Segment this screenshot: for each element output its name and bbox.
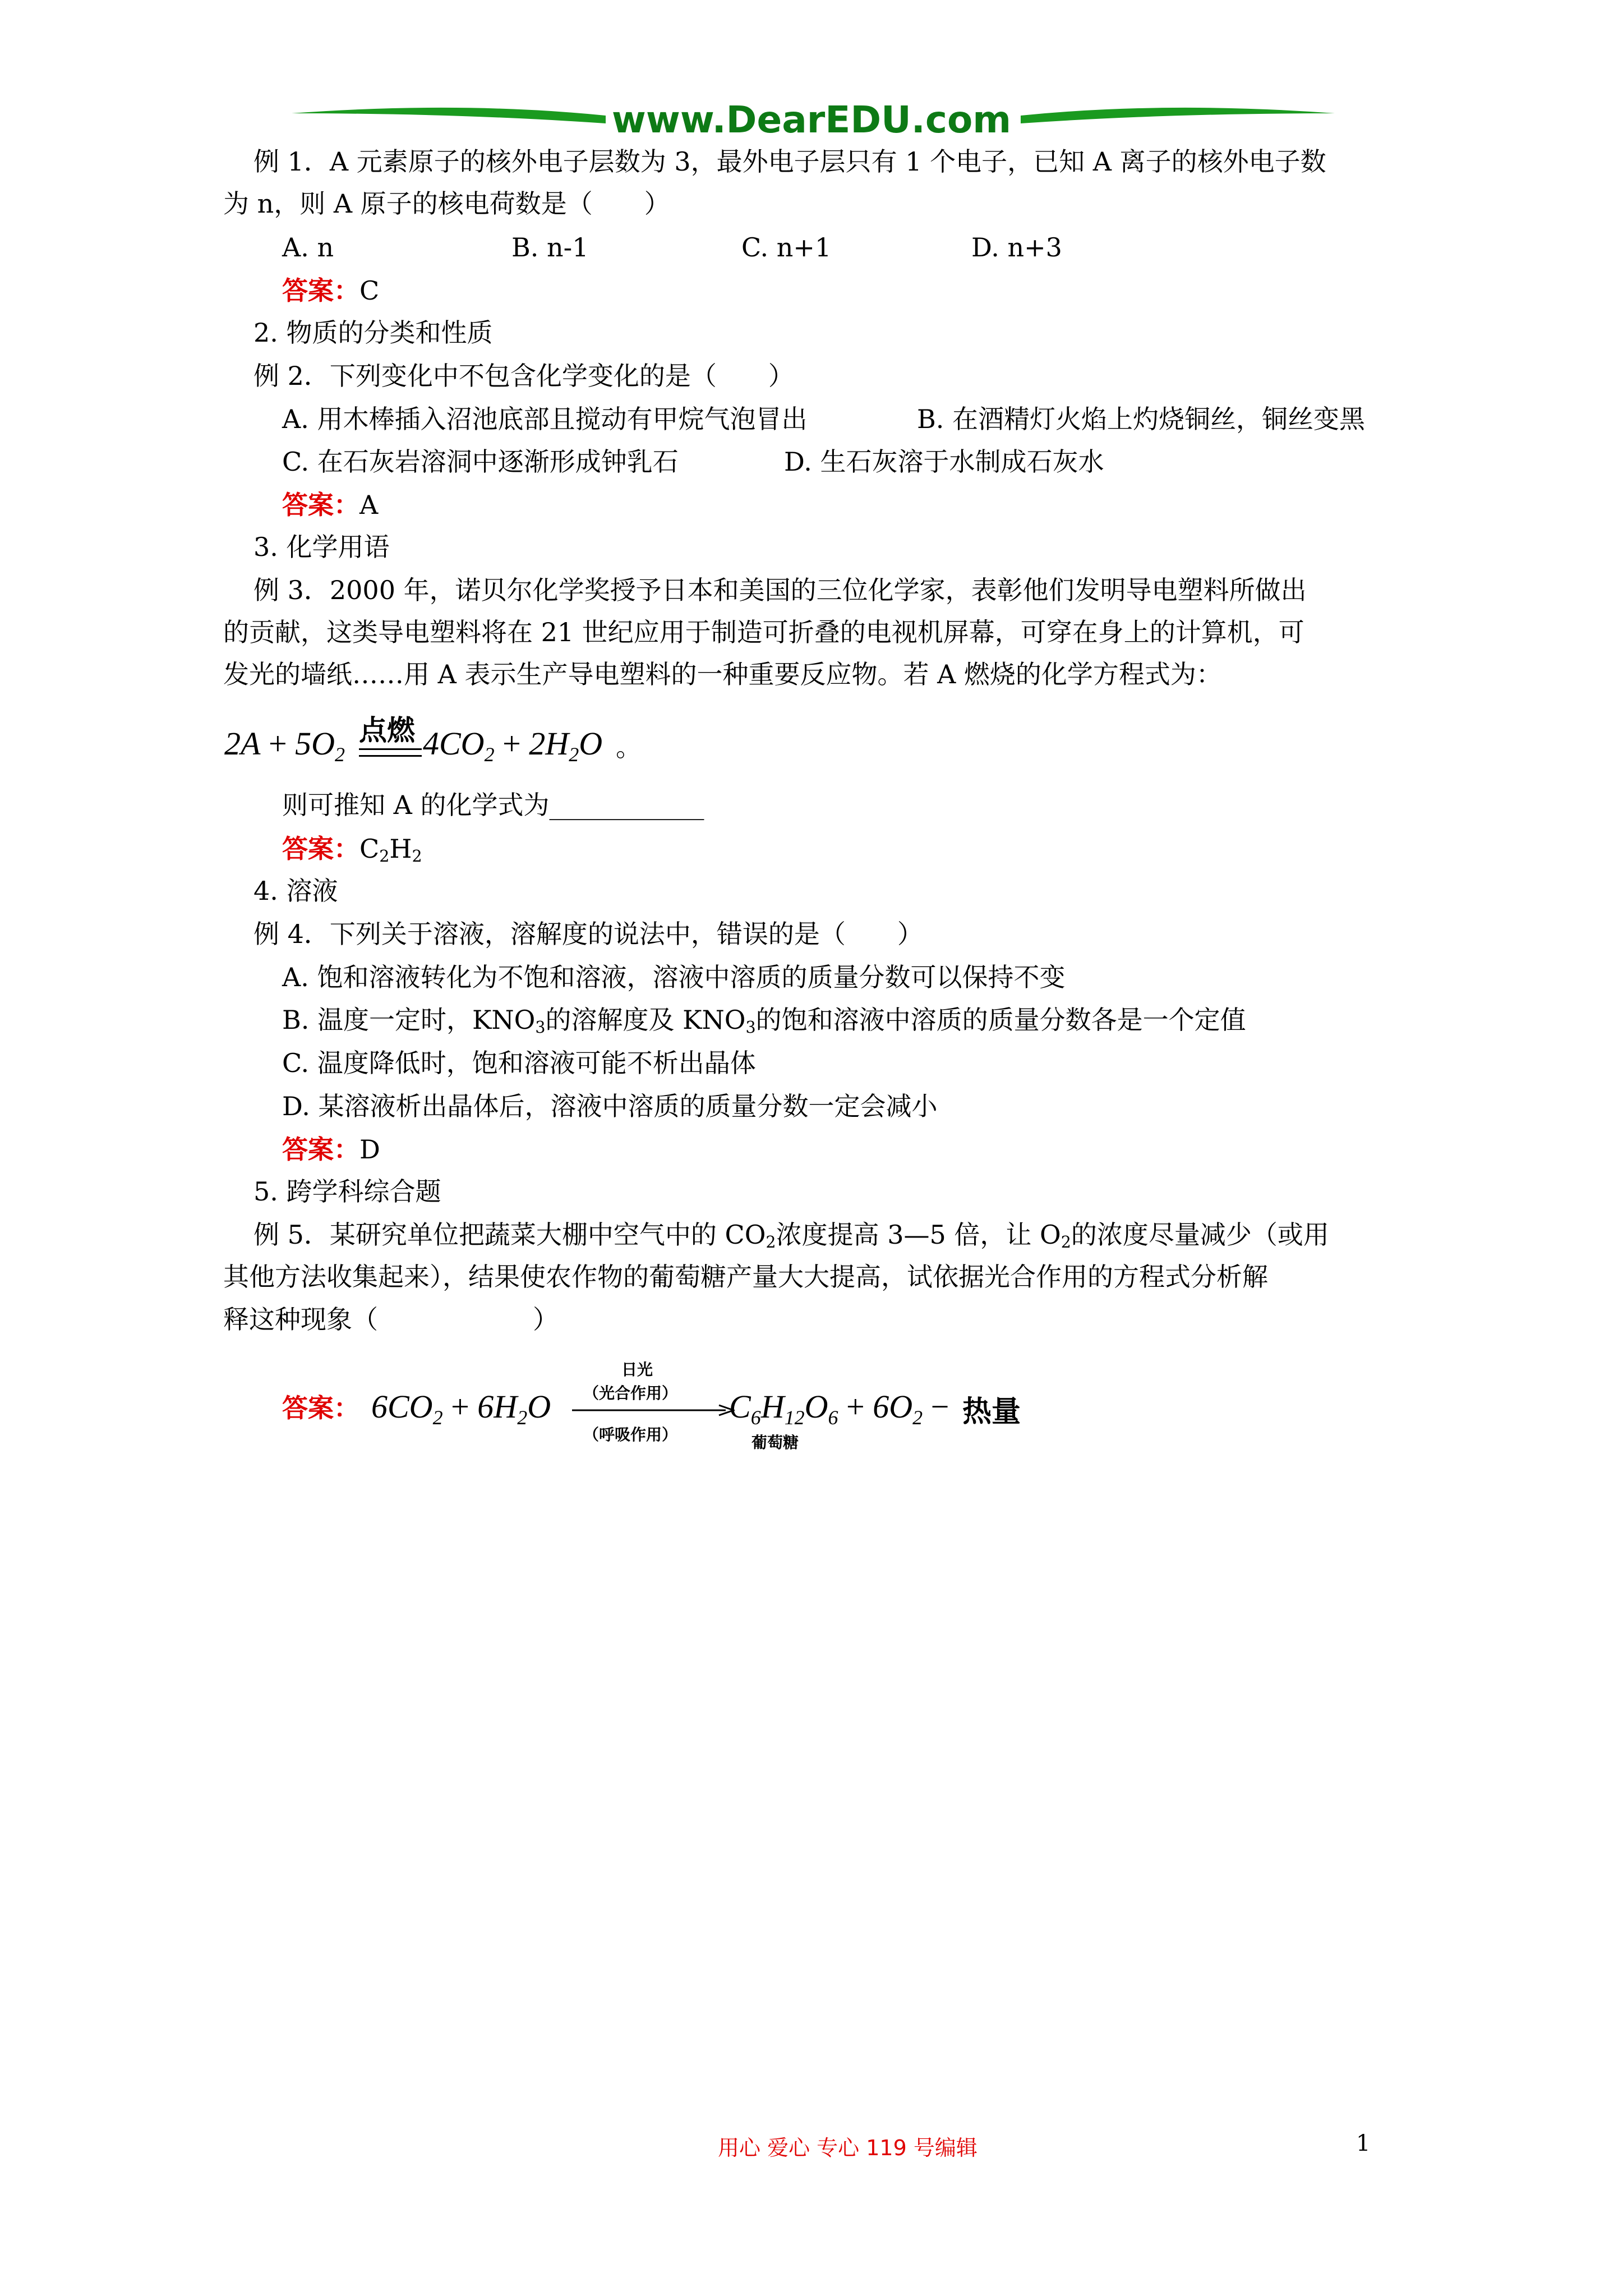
q5-line1 — [253, 1218, 1329, 1251]
q4-option-d: D. 某溶液析出晶体后，溶液中溶质的质量分数一定会减小 — [282, 1091, 938, 1121]
q4-option-b — [282, 1003, 1246, 1037]
q5-line2: 其他方法收集起来），结果使农作物的葡萄糖产量大大提高，试依据光合作用的方程式分析解 — [223, 1262, 1268, 1292]
q1-option-d: D. n+3 — [971, 232, 1062, 263]
q1-option-a: A. n — [282, 232, 334, 263]
section-heading: 2. 物质的分类和性质 — [253, 318, 493, 348]
footer-text: 用心 爱心 专心 119 号编辑 — [718, 2136, 978, 2160]
answer-label: 答案： — [282, 1134, 359, 1165]
arrow-condition-mid: （光合作用） — [583, 1384, 678, 1402]
q5-line1-part2: 浓度提高 3—5 倍，让 O — [776, 1220, 1061, 1250]
q4-option-b-part2: 的溶解度及 KNO — [545, 1005, 746, 1035]
equation-period: 。 — [616, 732, 642, 762]
q5-line1-part1: 例 5．某研究单位把蔬菜大棚中空气中的 CO — [253, 1220, 766, 1250]
answer-value: D — [359, 1134, 380, 1165]
q4-option-b-part3: 的饱和溶液中溶质的质量分数各是一个定值 — [755, 1005, 1246, 1035]
q4-question: 例 4．下列关于溶液，溶解度的说法中，错误的是（ ） — [253, 919, 923, 949]
q1-option-c: C. n+1 — [741, 232, 832, 263]
q2-question: 例 2．下列变化中不包含化学变化的是（ ） — [253, 361, 794, 391]
q3-line2: 的贡献，这类导电塑料将在 21 世纪应用于制造可折叠的电视机屏幕，可穿在身上的计算机，可 — [223, 617, 1304, 647]
q2-option-d: D. 生石灰溶于水制成石灰水 — [784, 447, 1104, 477]
q4-option-a: A. 饱和溶液转化为不饱和溶液，溶液中溶质的质量分数可以保持不变 — [282, 962, 1066, 992]
subscript: 3 — [535, 1018, 546, 1037]
answer-value: A — [359, 490, 379, 520]
q4-option-b-part1: B. 温度一定时，KNO — [282, 1005, 536, 1035]
section-heading: 4. 溶液 — [253, 876, 338, 906]
answer-label: 答案： — [282, 834, 359, 864]
photosynthesis-equation-left: $6CO_2 + 6H_2O$ — [371, 1388, 551, 1429]
q1-line1: 例 1．A 元素原子的核外电子层数为 3，最外电子层只有 1 个电子，已知 A 离子的核外电子数 — [253, 146, 1326, 177]
q5-line3: 释这种现象（ ） — [223, 1304, 559, 1335]
answer-label: 答案： — [282, 490, 359, 520]
q1-line2: 为 n，则 A 原子的核电荷数是（ ） — [223, 188, 670, 219]
arrow-condition-top: 日光 — [621, 1360, 653, 1379]
double-line-sign — [359, 748, 422, 757]
answer-formula-c: C — [359, 834, 380, 864]
q3-line1: 例 3．2000 年，诺贝尔化学奖授予日本和美国的三位化学家，表彰他们发明导电塑料所做出 — [253, 575, 1307, 605]
reaction-condition: 点燃 — [359, 714, 415, 747]
q4-answer — [282, 1133, 380, 1166]
subscript: 3 — [745, 1018, 756, 1037]
q3-answer-blank: ____________ — [549, 790, 704, 820]
q1-option-b: B. n-1 — [511, 232, 589, 263]
arrow-condition-bottom: （呼吸作用） — [583, 1425, 678, 1444]
q2-option-a: A. 用木棒插入沼池底部且搅动有甲烷气泡冒出 — [282, 404, 808, 434]
photosynthesis-equation-right: $C_6H_{12}O_6 + 6O_2$ − — [729, 1388, 949, 1429]
answer-formula-h: H — [389, 834, 412, 864]
combustion-equation-right: $4CO_2 + 2H_2O$ — [423, 725, 603, 766]
q4-option-c: C. 温度降低时，饱和溶液可能不析出晶体 — [282, 1048, 756, 1078]
reaction-arrow — [572, 1404, 735, 1417]
q1-answer — [282, 274, 379, 307]
combustion-equation: $2A + 5O_2$ — [224, 725, 345, 766]
subscript: 2 — [766, 1233, 776, 1252]
page-number: 1 — [1356, 2131, 1371, 2156]
q2-option-c: C. 在石灰岩溶洞中逐渐形成钟乳石 — [282, 447, 679, 477]
answer-label: 答案： — [282, 275, 359, 306]
answer-formula-sub: 2 — [412, 847, 422, 866]
q3-prompt-text: 则可推知 A 的化学式为 — [282, 790, 550, 820]
glucose-label: 葡萄糖 — [751, 1433, 799, 1452]
section-heading: 5. 跨学科综合题 — [253, 1176, 441, 1207]
answer-value: C — [359, 275, 380, 306]
subscript: 2 — [1061, 1233, 1071, 1252]
q3-prompt — [282, 788, 704, 822]
q2-answer — [282, 488, 378, 522]
q2-option-b: B. 在酒精灯火焰上灼烧铜丝，铜丝变黑 — [917, 404, 1366, 434]
heat-label: 热量 — [962, 1395, 1021, 1429]
q5-answer-label — [282, 1391, 359, 1425]
section-heading: 3. 化学用语 — [253, 532, 390, 562]
q3-line3: 发光的墙纸……用 A 表示生产导电塑料的一种重要反应物。若 A 燃烧的化学方程式为： — [223, 659, 1222, 689]
answer-label: 答案： — [282, 1393, 359, 1423]
q3-answer — [282, 832, 422, 866]
answer-formula-sub: 2 — [379, 847, 390, 866]
header-logo-text: www.DearEDU.com — [611, 98, 1012, 141]
q5-line1-part3: 的浓度尽量减少（或用 — [1071, 1220, 1329, 1250]
